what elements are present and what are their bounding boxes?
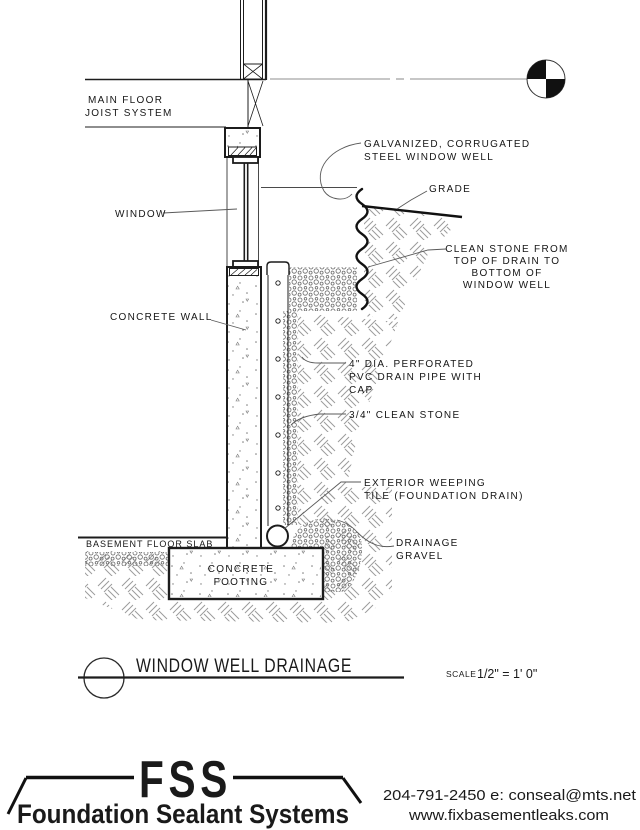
- label-clean-stone-2: TOP OF DRAIN TO: [453, 256, 561, 267]
- label-concrete-wall: CONCRETE WALL: [110, 312, 213, 323]
- label-window: WINDOW: [115, 209, 167, 220]
- label-weeping-tile-1: EXTERIOR WEEPING: [364, 478, 486, 489]
- label-drain-pipe-1: 4" DIA. PERFORATED: [349, 359, 475, 370]
- label-footing-1: CONCRETE: [207, 564, 275, 575]
- label-drainage-gravel-2: GRAVEL: [396, 551, 444, 562]
- label-drain-pipe-3: CAP: [349, 385, 374, 396]
- label-drainage-gravel-1: DRAINAGE: [396, 538, 459, 549]
- label-clean-stone-4: WINDOW WELL: [462, 280, 552, 291]
- upper-wall-framing: [241, 0, 267, 80]
- pipe-perforations: [276, 281, 280, 510]
- drawing-title: WINDOW WELL DRAINAGE: [136, 655, 352, 677]
- label-joist-system: JOIST SYSTEM: [85, 108, 173, 119]
- scale-label: SCALE: [446, 669, 477, 679]
- label-drain-pipe-2: PVC DRAIN PIPE WITH: [349, 372, 483, 383]
- contact-website: www.fixbasementleaks.com: [407, 807, 609, 824]
- label-basement-slab: BASEMENT FLOOR SLAB: [86, 539, 214, 549]
- label-footing-2: FOOTING: [213, 577, 269, 588]
- label-clean-stone-3: BOTTOM OF: [471, 268, 543, 279]
- label-clean-stone-size: 3/4" CLEAN STONE: [349, 410, 461, 421]
- label-grade: GRADE: [429, 184, 472, 195]
- label-clean-stone-1: CLEAN STONE FROM: [445, 244, 569, 255]
- contact-phone-email: 204-791-2450 e: conseal@mts.net: [383, 787, 637, 804]
- logo-name: Foundation Sealant Systems: [17, 799, 349, 829]
- datum-target-icon: [527, 60, 565, 98]
- window-header-block: [225, 128, 260, 157]
- logo-acronym: FSS: [139, 751, 232, 809]
- label-window-well-1: GALVANIZED, CORRUGATED: [364, 139, 531, 150]
- label-weeping-tile-2: TILE (FOUNDATION DRAIN): [364, 491, 524, 502]
- window-unit: [227, 157, 259, 268]
- scale-value: 1/2" = 1' 0": [477, 667, 538, 681]
- label-window-well-2: STEEL WINDOW WELL: [364, 152, 495, 163]
- concrete-wall-section: [227, 267, 261, 548]
- title-block: [78, 655, 537, 698]
- label-main-floor: MAIN FLOOR: [88, 95, 164, 106]
- footer: [8, 751, 637, 829]
